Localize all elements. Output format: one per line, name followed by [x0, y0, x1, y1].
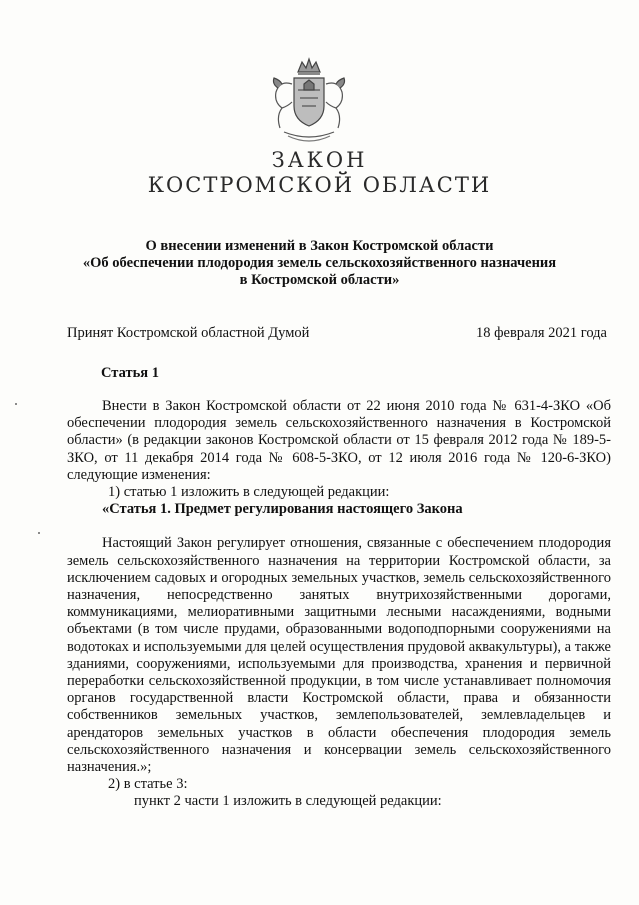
subject-line: О внесении изменений в Закон Костромской области: [145, 238, 494, 254]
adoption-date: 18 февраля 2021 года: [475, 325, 607, 341]
amendment-item-2: 2) в статье 3:: [108, 776, 188, 793]
amendment-item-1: 1) статью 1 изложить в следующей редакции:: [108, 484, 390, 501]
law-subject: [60, 238, 579, 289]
subject-line: в Костромской области»: [239, 272, 400, 288]
quoted-article-heading: «Статья 1. Предмет регулирования настоящего Закона: [102, 501, 463, 518]
article-intro-paragraph: Внести в Закон Костромской области от 22 июня 2010 года № 631-4-ЗКО «Об обеспечении плодородия земель сельскохозяйственного назначения в Костромской области» (в редакции законов Костромской области от 15 февраля 2012 года № 189-5-ЗКО, от 11 декабря 2014 года № 608-5-ЗКО, от 12 июля 2016 года № 120-6-ЗКО) следующие изменения:: [67, 398, 611, 483]
amendment-item-2-sub: пункт 2 части 1 изложить в следующей редакции:: [134, 793, 442, 810]
adopted-by: Принят Костромской областной Думой: [67, 325, 310, 341]
coat-of-arms-emblem: [264, 54, 354, 146]
document-title-line2: КОСТРОМСКОЙ ОБЛАСТИ: [147, 173, 492, 197]
article-heading: Статья 1: [101, 365, 159, 381]
scan-speck: [15, 403, 17, 405]
paragraph-gap: [67, 518, 611, 535]
subject-line: «Об обеспечении плодородия земель сельскохозяйственного назначения: [82, 255, 557, 271]
quoted-article-body: Настоящий Закон регулирует отношения, связанные с обеспечением плодородия земель сельскохозяйственного назначения на территории Костромской области, за исключением садовых и огородных земельных участков, земель сельскохозяйственного назначения, непосредственно занятых внутрихозяйственными дорогами, коммуникациями, мелиоративными защитными лесными насаждениями, водными объектами (в том числе прудами, образованными водоподпорными сооружениями на водотоках и используемыми для целей осуществления прудовой аквакультуры), а также зданиями, сооружениями, используемыми для производства, хранения и первичной переработки сельскохозяйственной продукции, в том числе устанавливает полномочия органов государственной власти Костромской области, права и обязанности собственников земельных участков, землепользователей, землевладельцев и арендаторов земельных участков в области обеспечения плодородия земель сельскохозяйственного назначения и консервации земель сельскохозяйственного назначения.»;: [67, 535, 611, 776]
scan-speck: [38, 532, 40, 534]
article-body: [67, 398, 611, 811]
document-title-line1: ЗАКОН: [271, 148, 368, 172]
adoption-line: [67, 325, 607, 342]
